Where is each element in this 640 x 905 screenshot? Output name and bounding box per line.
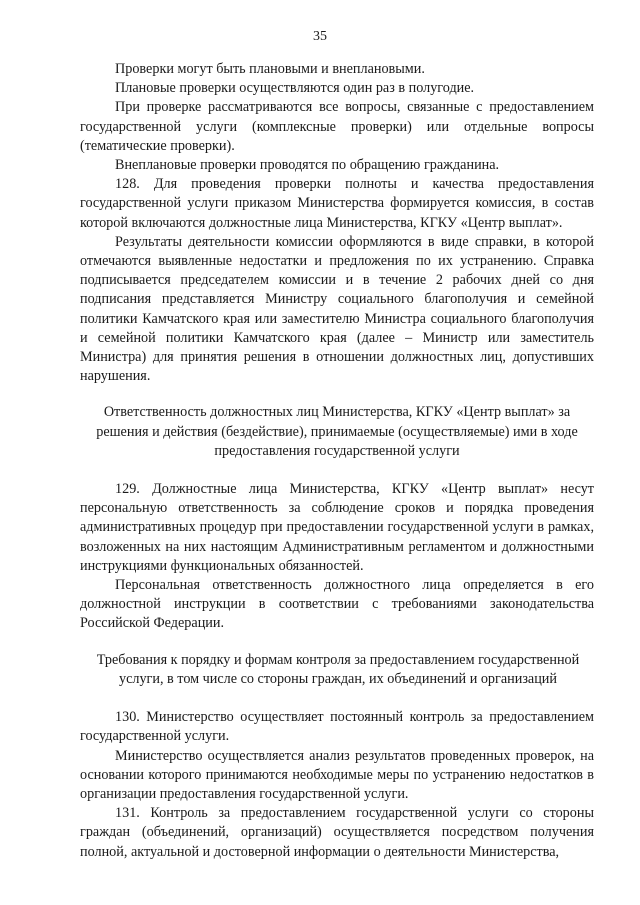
- paragraph: Министерство осуществляется анализ результатов проведенных проверок, на основании которого принимаются необходимые меры по устранению недостатков в организации предоставления государственной услуги.: [80, 747, 594, 802]
- paragraph-128: 128. Для проведения проверки полноты и качества предоставления государственной услуги приказом Министерства формируется комиссия, в состав которой включаются должностные лица Министерства, КГКУ «Центр выплат».: [80, 176, 594, 231]
- paragraph-130: 130. Министерство осуществляет постоянный контроль за предоставлением государственной услуги.: [80, 709, 594, 745]
- paragraph: Внеплановые проверки проводятся по обращению гражданина.: [115, 157, 500, 174]
- paragraph: Проверки могут быть плановыми и внеплановыми.: [115, 61, 425, 77]
- section-heading-control-requirements: Требования к порядку и формам контроля за предоставлением государственной услуги, в том числе со стороны граждан, их объединений и организаций: [96, 651, 580, 687]
- paragraph-131: 131. Контроль за предоставлением государственной услуги со стороны граждан (объединений, организаций) осуществляется посредством получения полной, актуальной и достоверной информации о деятельности Министерства,: [80, 805, 594, 860]
- section-heading-responsibility: Ответственность должностных лиц Министерства, КГКУ «Центр выплат» за решения и действия (бездействие), принимаемые (осуществляемые) ими в ходе предоставления государственной услуги: [96, 404, 578, 459]
- paragraph-129: 129. Должностные лица Министерства, КГКУ «Центр выплат» несут персональную ответственность за соблюдение сроков и порядка проведения административных процедур при предоставлении государственной услуги в рамках, возложенных на них настоящим Административным регламентом и должностными инструкциями функциональных обязанностей.: [80, 481, 594, 574]
- paragraph: При проверке рассматриваются все вопросы, связанные с предоставлением государственной услуги (комплексные проверки) или отдельные вопросы (тематические проверки).: [80, 99, 594, 154]
- paragraph: Персональная ответственность должностного лица определяется в его должностной инструкции в соответствии с требованиями законодательства Российской Федерации.: [80, 577, 594, 632]
- page-number: 35: [313, 29, 327, 44]
- paragraph: Плановые проверки осуществляются один раз в полугодие.: [115, 80, 475, 97]
- document-body: [80, 60, 594, 862]
- paragraph: Результаты деятельности комиссии оформляются в виде справки, в которой отмечаются выявленные недостатки и предложения по их устранению. Справка подписывается председателем комиссии и в течение 2 рабочих дней со дня подписания представляется Министру социального благополучия и семейной политики Камчатского края или заместителю Министра социального благополучия и семейной политики Камчатского края (далее – Министр или заместитель Министра) для принятия решения в отношении должностных лиц, допустивших нарушения.: [80, 233, 594, 385]
